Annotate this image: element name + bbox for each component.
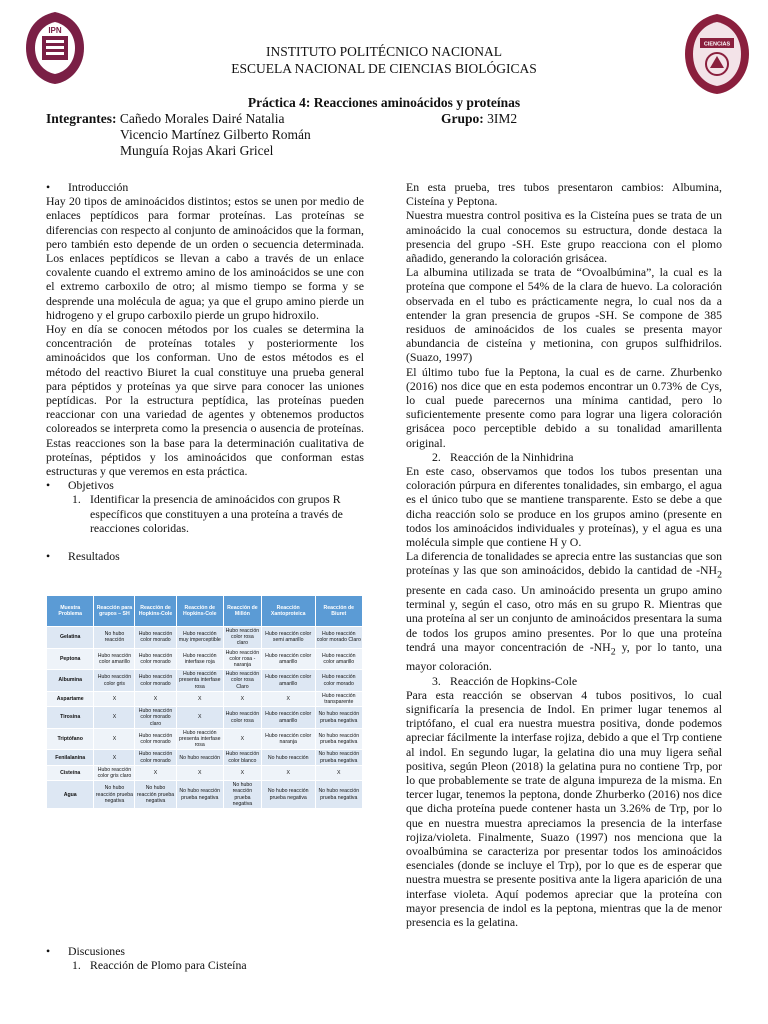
table-cell: Hubo reacción presenta interfase rosa — [176, 728, 223, 750]
discussion-block — [46, 944, 364, 972]
section-heading-objectives: • Objetivos — [46, 478, 364, 492]
members-block — [46, 111, 311, 159]
objective-number: 1. — [72, 492, 81, 507]
table-cell: No hubo reacción prueba negativa — [135, 781, 176, 809]
subscript: 2 — [717, 569, 722, 581]
table-cell: No hubo reacción prueba negativa — [315, 728, 362, 750]
institution-name: INSTITUTO POLITÉCNICO NACIONAL — [266, 44, 502, 59]
paragraph: Nuestra muestra control positiva es la Cisteína pues se trata de un aminoácido la cual conocemos su estructura, donde destaca la presencia del grupo -SH. Este grupo reacciona con el plomo añadido, generando la coloración grisácea. — [406, 208, 722, 266]
table-cell: Hubo reacción color morado — [135, 648, 176, 670]
table-cell: Hubo reacción color morado — [135, 728, 176, 750]
table-row — [47, 707, 363, 729]
table-cell: X — [223, 728, 261, 750]
subheading-hopkins — [406, 674, 722, 688]
group-block — [441, 111, 517, 127]
table-cell: Hubo reacción interfase roja — [176, 648, 223, 670]
sample-name-cell: Tirosina — [47, 707, 94, 729]
table-header-cell: Muestra Problema — [47, 596, 94, 627]
intro-paragraph-2: Hoy en día se conocen métodos por los cuales se determina la concentración de proteínas totales y posteriormente los aminoácidos que los conforman. Uno de estos métodos es el método del reactivo Biuret la cual constituye una prueba general para péptidos y proteínas ya que sirve para conocer las uniones peptídicas. Por la estructura peptídica, las proteínas pueden reaccionar con una variedad de agentes y obtenemos productos coloreados se interpreta como la presencia o ausencia de proteínas. Estas reacciones son la base para la determinación cualitativa de proteínas, péptidos y los aminoácidos que conforman estas estructuras y que veremos en esta práctica. — [46, 322, 364, 479]
member-name: Vicencio Martínez Gilberto Román — [120, 127, 311, 142]
table-cell: Hubo reacción transparente — [315, 691, 362, 706]
table-cell: No hubo reacción prueba negativa — [94, 781, 135, 809]
table-cell: X — [176, 707, 223, 729]
table-cell: Hubo reacción color semi amarillo — [261, 627, 315, 649]
table-header-cell: Reacción de Hopkins-Cole — [135, 596, 176, 627]
svg-text:CIENCIAS: CIENCIAS — [703, 41, 731, 48]
table-cell: X — [176, 691, 223, 706]
table-cell: Hubo reacción muy imperceptible — [176, 627, 223, 649]
table-cell: Hubo reacción color amarillo — [315, 648, 362, 670]
table-cell: No hubo reacción — [94, 627, 135, 649]
subheading-text: Reacción de la Ninhidrina — [450, 449, 574, 464]
table-row — [47, 627, 363, 649]
section-heading-discussion: • Discusiones — [46, 944, 364, 958]
table-cell: X — [261, 765, 315, 780]
right-column — [406, 180, 722, 929]
left-column — [46, 180, 364, 563]
table-cell: Hubo reacción color morado — [135, 670, 176, 692]
sample-name-cell: Peptona — [47, 648, 94, 670]
section-heading-intro: • Introducción — [46, 180, 364, 194]
group-value: 3IM2 — [487, 111, 518, 126]
practice-title: Práctica 4: Reacciones aminoácidos y proteínas — [247, 95, 521, 110]
table-row — [47, 648, 363, 670]
table-cell: X — [94, 691, 135, 706]
table-cell: No hubo reacción — [261, 750, 315, 765]
table-header-cell: Reacción de Millón — [223, 596, 261, 627]
table-cell: Hubo reacción color blanco — [223, 750, 261, 765]
objective-text: Identificar la presencia de aminoácidos con grupos R específicos que constituyen a una proteína a través de reacciones coloridas. — [90, 492, 343, 535]
school-name: ESCUELA NACIONAL DE CIENCIAS BIOLÓGICAS — [231, 61, 537, 76]
table-cell: Hubo reacción color rosa — [223, 707, 261, 729]
subheading-number: 3. — [432, 673, 441, 688]
table-cell: Hubo reacción color morado — [135, 627, 176, 649]
table-cell: Hubo reacción color rosa Claro — [223, 670, 261, 692]
table-header-cell: Reacción de Hopkins-Cole — [176, 596, 223, 627]
table-cell: Hubo reacción color amarillo — [94, 648, 135, 670]
sample-name-cell: Fenilalanina — [47, 750, 94, 765]
table-cell: Hubo reacción color amarillo — [261, 670, 315, 692]
table-cell: Hubo reacción color gris — [94, 670, 135, 692]
table-header-cell: Reacción para grupos – SH — [94, 596, 135, 627]
svg-text:IPN: IPN — [48, 26, 62, 35]
table-cell: X — [223, 691, 261, 706]
sample-name-cell: Aspartame — [47, 691, 94, 706]
subheading-ninhidrina — [406, 450, 722, 464]
table-cell: Hubo reacción color naranja — [261, 728, 315, 750]
results-table — [46, 595, 363, 809]
table-cell: Hubo reacción presenta interfase rosa — [176, 670, 223, 692]
table-header-cell: Reacción de Biuret — [315, 596, 362, 627]
table-cell: X — [176, 765, 223, 780]
table-row — [47, 670, 363, 692]
table-row — [47, 691, 363, 706]
table-row — [47, 750, 363, 765]
paragraph: En este caso, observamos que todos los tubos presentan una coloración púrpura en diferentes tonalidades, sin embargo, el agua es el único tubo que se mantiene transparente. Esto se debe a que dicha reacción solo se produce en los grupos amino (presente en todos los aminoácidos individuales y proteínas), y el agua es una molécula simple que contiene H y O. — [406, 464, 722, 550]
paragraph: En esta prueba, tres tubos presentaron cambios: Albumina, Cisteína y Peptona. — [406, 180, 722, 209]
objective-item — [46, 492, 364, 535]
table-cell: Hubo reacción color morado — [135, 750, 176, 765]
table-cell: X — [135, 691, 176, 706]
sample-name-cell: Agua — [47, 781, 94, 809]
table-cell: X — [261, 691, 315, 706]
subheading-number: 2. — [432, 449, 441, 464]
table-cell: Hubo reacción color amarillo — [261, 707, 315, 729]
members-label: Integrantes: — [46, 111, 117, 126]
table-cell: X — [223, 765, 261, 780]
table-cell: Hubo reacción color morado Claro — [315, 627, 362, 649]
member-name: Munguía Rojas Akari Gricel — [120, 143, 274, 158]
table-cell: Hubo reacción color amarillo — [261, 648, 315, 670]
member-name: Cañedo Morales Dairé Natalia — [119, 111, 285, 126]
table-row — [47, 728, 363, 750]
table-cell: No hubo reacción prueba negativa — [315, 707, 362, 729]
table-cell: No hubo reacción prueba negativa — [261, 781, 315, 809]
paragraph: La albumina utilizada se trata de “Ovoalbúmina”, la cual es la proteína que compone el 54% de la clara de huevo. La coloración observada en el tubo es prácticamente negra, lo cual nos da a entender la gran presencia de grupos -SH. Se compone de 385 residuos de aminoácidos de los cuales se presenta mayor abundancia de cisteína y metionina, con grupos sulfhidrilos. (Suazo, 1997) — [406, 265, 722, 365]
section-heading-results: • Resultados — [46, 549, 364, 563]
table-row — [47, 765, 363, 780]
table-cell: No hubo reacción prueba negativa — [315, 781, 362, 809]
table-cell: Hubo reacción color rosa claro — [223, 627, 261, 649]
table-cell: X — [94, 728, 135, 750]
sample-name-cell: Cisteína — [47, 765, 94, 780]
table-cell: X — [94, 707, 135, 729]
table-cell: No hubo reacción prueba negativa — [176, 781, 223, 809]
sample-name-cell: Albumina — [47, 670, 94, 692]
subheading-text: Reacción de Hopkins-Cole — [450, 673, 578, 688]
text-run: y, por lo tanto, una mayor coloración. — [406, 639, 722, 674]
discussion-item — [46, 958, 364, 972]
table-cell: No hubo reacción prueba negativa — [315, 750, 362, 765]
table-cell: X — [315, 765, 362, 780]
table-cell: X — [94, 750, 135, 765]
discussion-item-text: Reacción de Plomo para Cisteína — [90, 958, 247, 973]
table-header-cell: Reacción Xantoproteica — [261, 596, 315, 627]
sample-name-cell: Gelatina — [47, 627, 94, 649]
table-cell: No hubo reacción — [176, 750, 223, 765]
paragraph: Para esta reacción se observan 4 tubos positivos, lo cual significaría la presencia de Indol. En primer lugar tenemos al triptófano, el cual era nuestra muestra positiva, donde podemos apreciar fácilmente la interfase rojiza, debido a que el Trp contiene al indol. En segundo lugar, la gelatina dio una muy ligera señal positiva, según Pleon (2018) la gelatina pura no contiene Trp, por lo que probablemente se trate de alguna impureza de la misma. En tercer lugar, tenemos la peptona, donde Zhurberko (2016) nos dice que dicha proteína puede contener hasta un 3.26% de Trp, por lo que en nuestra muestra apreciamos la presencia de la interfase rojiza/violeta. Finalmente, Suazo (1997) nos menciona que la ovoalbúmina se caracteriza por presentar todos los aminoácidos esenciales (donde se incluye el Trp), por lo que es de esperar que nuestra muestra se presente positiva ante la ligera aparición de una interfase violeta. Aquí podemos apreciar que la proteína con mayor presencia de indol es la peptona, mientras que la de menor presencia es la gelatina. — [406, 687, 722, 930]
sample-name-cell: Triptófano — [47, 728, 94, 750]
table-cell: No hubo reacción prueba negativa — [223, 781, 261, 809]
paragraph — [406, 549, 722, 673]
group-label: Grupo: — [441, 111, 484, 126]
discussion-number: 1. — [72, 958, 81, 973]
table-cell: X — [135, 765, 176, 780]
table-cell: Hubo reacción color rosa - naranja — [223, 648, 261, 670]
table-cell: Hubo reacción color morado — [315, 670, 362, 692]
text-run: La diferencia de tonalidades se aprecia entre las sustancias que son proteínas y las que son aminoácidos, debido la cantidad de -NH — [406, 549, 722, 578]
table-cell: Hubo reacción color gris claro — [94, 765, 135, 780]
table-cell: Hubo reacción color morado claro — [135, 707, 176, 729]
paragraph: El último tubo fue la Peptona, la cual es de carne. Zhurbenko (2016) nos dice que en esta podemos encontrar un 0.73% de Cys, lo cual puede parecernos una mínima cantidad, pero lo suficientemente presente como para lograr una ligera coloración grisácea poco perceptible debido a su tonalidad amarillenta original. — [406, 364, 722, 450]
table-row — [47, 781, 363, 809]
text-run: presente en cada caso. Un aminoácido presenta un grupo amino terminal y, según el caso, otro más en su grupo R. Mientras que una proteína al ser un conjunto de aminoácidos presentara la suma de todos los grupos amino presentes. Por lo que una proteína tendrá una mayor concentración de -NH — [406, 583, 722, 654]
subscript: 2 — [610, 646, 616, 658]
intro-paragraph-1: Hay 20 tipos de aminoácidos distintos; estos se unen por medio de enlaces peptídicos para formar proteínas. Las proteínas se diferencias con respecto al conjunto de aminoácidos que la forman, pero también esto depende de un orden o secuencia determinada. Los enlaces peptídicos se llevan a cabo a través de un enlace covalente cuando el extremo amino de los aminoácidos se une con el extremo carboxilo de otro; al mismo tiempo se forma y se desprende una molécula de agua; ya que el grupo amino pierde un hidrogeno y el grupo carboxilo pierde un grupo hidroxilo. — [46, 194, 364, 322]
